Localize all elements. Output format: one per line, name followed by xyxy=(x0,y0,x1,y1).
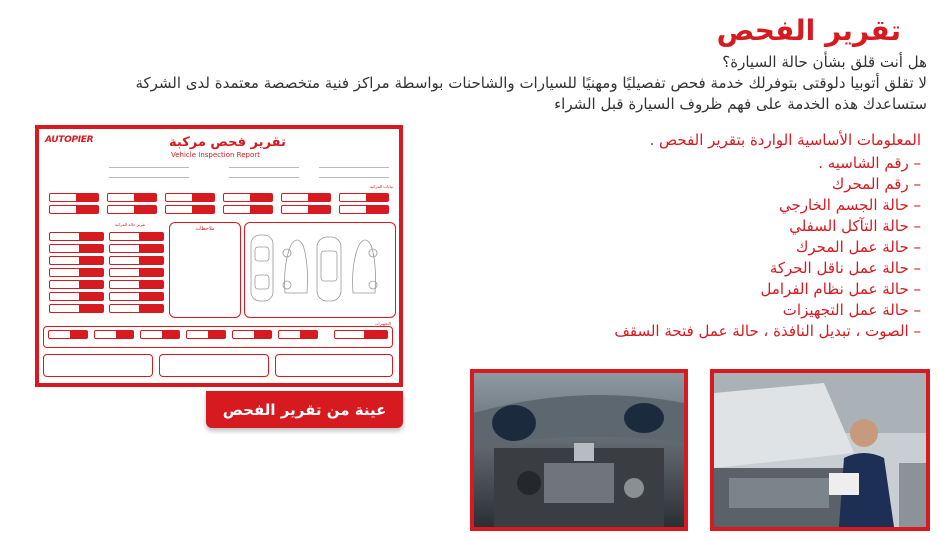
mechanic-engine-photo xyxy=(474,373,684,527)
signature-box xyxy=(159,354,269,377)
report-info-heading: المعلومات الأساسية الواردة بتقرير الفحص . xyxy=(649,131,921,149)
intro-question: هل أنت قلق بشأن حالة السيارة؟ xyxy=(722,53,927,71)
sample-report-sheet xyxy=(39,129,399,383)
vehicle-data-label: بيانات المركبة xyxy=(369,184,393,189)
list-item: – رقم المحرك xyxy=(831,175,921,193)
list-item: – حالة عمل نظام الفرامل xyxy=(760,280,921,298)
list-item: – حالة عمل ناقل الحركة xyxy=(769,259,921,277)
list-item: – حالة عمل التجهيزات xyxy=(782,301,921,319)
inspector-photo-frame xyxy=(710,369,930,531)
equipment-label: التجهيزات xyxy=(374,321,391,326)
list-item: – حالة التآكل السفلي xyxy=(789,217,921,235)
sample-report-button[interactable]: عينة من تقرير الفحص xyxy=(206,391,403,428)
report-title-ar: تقرير فحص مركبة xyxy=(169,135,286,150)
list-item: – حالة عمل المحرك xyxy=(796,238,921,256)
sample-report-image xyxy=(35,125,403,387)
autopier-logo: AUTOPIER xyxy=(45,135,94,145)
page-title: تقرير الفحص xyxy=(716,14,901,47)
signature-box xyxy=(275,354,393,377)
signature-box xyxy=(43,354,153,377)
intro-benefit: ستساعدك هذه الخدمة على فهم ظروف السيارة قبل الشراء xyxy=(554,95,927,113)
report-info-items xyxy=(521,153,921,342)
notes-box xyxy=(169,222,241,318)
report-title-en: Vehicle Inspection Report xyxy=(171,151,260,159)
car-outline-icon xyxy=(245,223,395,317)
inspector-photo xyxy=(714,373,926,527)
list-item: – الصوت ، تبديل النافذة ، حالة عمل فتحة السقف xyxy=(614,322,921,340)
car-diagram-box xyxy=(244,222,396,318)
notes-label: ملاحظات xyxy=(195,226,215,232)
intro-description: لا تقلق أتوبيا دلوقتى بتوفرلك خدمة فحص تفصيليًا ومهنيًا للسيارات والشاحنات بواسطة مراكز فنية متخصصة معتمدة لدى الشركة xyxy=(135,74,927,92)
equipment-box xyxy=(43,326,393,348)
list-item: – حالة الجسم الخارجي xyxy=(778,196,921,214)
vehicle-condition-label: تقرير حالة المركبة xyxy=(115,222,146,227)
list-item: – رقم الشاسيه . xyxy=(818,154,921,172)
intro-text xyxy=(2,52,927,115)
engine-photo-frame xyxy=(470,369,688,531)
report-info-list xyxy=(521,130,921,342)
